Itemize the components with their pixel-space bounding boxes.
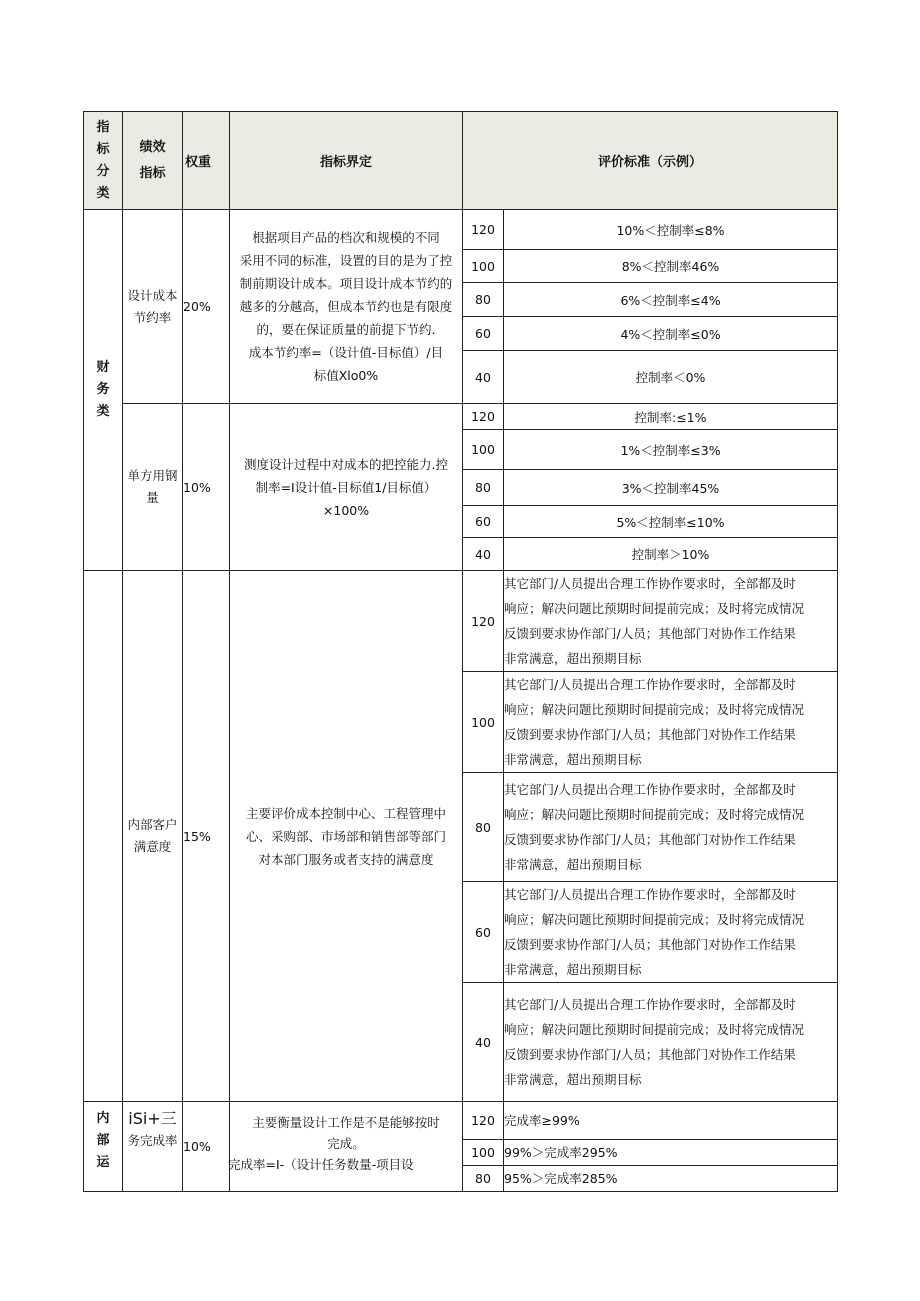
kpi-table <box>83 111 838 1192</box>
criteria-cell: 8%＜控制率46% <box>504 250 838 283</box>
header-criteria: 评价标准（示例） <box>463 112 838 210</box>
kpi-name: 设计成本节约率 <box>123 210 183 404</box>
kpi-weight: 15% <box>183 571 230 1102</box>
header-definition: 指标界定 <box>230 112 463 210</box>
kpi-definition: 根据项目产品的档次和规模的不同 采用不同的标准，设置的目的是为了控 制前期设计成本。项目设计成本节约的 越多的分越高，但成本节约也是有限度 的，要在保证质量的前提下节约. 成本节约率=（设计值-目标值）/目 标值Xlo0% <box>230 210 463 404</box>
score-cell: 60 <box>463 506 504 538</box>
kpi-definition: 主要评价成本控制中心、工程管理中 心、采购部、市场部和销售部等部门 对本部门服务或者支持的满意度 <box>230 571 463 1102</box>
score-cell: 120 <box>463 571 504 672</box>
table-row <box>84 1102 838 1140</box>
score-cell: 40 <box>463 538 504 571</box>
score-cell: 40 <box>463 351 504 404</box>
criteria-cell: 3%＜控制率45% <box>504 470 838 506</box>
kpi-definition: 测度设计过程中对成本的把控能力.控 制率=I设计值-目标值1/目标值） ×100% <box>230 404 463 571</box>
kpi-name: 内部客户满意度 <box>123 571 183 1102</box>
criteria-cell: 完成率≥99% <box>504 1102 838 1140</box>
criteria-cell: 6%＜控制率≤4% <box>504 283 838 317</box>
score-cell: 100 <box>463 430 504 470</box>
score-cell: 80 <box>463 283 504 317</box>
score-cell: 120 <box>463 404 504 430</box>
score-cell: 120 <box>463 1102 504 1140</box>
criteria-cell: 其它部门/人员提出合理工作协作要求时，全部都及时 响应；解决问题比预期时间提前完成；及时将完成情况 反馈到要求协作部门/人员；其他部门对协作工作结果 非常满意，超出预期目标 <box>504 882 838 983</box>
criteria-cell: 控制率:≤1% <box>504 404 838 430</box>
score-cell: 80 <box>463 773 504 882</box>
category-cell <box>84 571 123 1102</box>
criteria-cell: 4%＜控制率≤0% <box>504 317 838 351</box>
criteria-cell: 其它部门/人员提出合理工作协作要求时，全部都及时 响应；解决问题比预期时间提前完成；及时将完成情况 反馈到要求协作部门/人员；其他部门对协作工作结果 非常满意，超出预期目标 <box>504 672 838 773</box>
score-cell: 80 <box>463 470 504 506</box>
score-cell: 60 <box>463 882 504 983</box>
score-cell: 100 <box>463 672 504 773</box>
criteria-cell: 5%＜控制率≤10% <box>504 506 838 538</box>
criteria-cell: 其它部门/人员提出合理工作协作要求时，全部都及时 响应；解决问题比预期时间提前完成；及时将完成情况 反馈到要求协作部门/人员；其他部门对协作工作结果 非常满意，超出预期目标 <box>504 571 838 672</box>
kpi-definition: 主要衡量设计工作是不是能够按时 完成。 完成率=I-（设计任务数量-项目设 <box>230 1102 463 1192</box>
criteria-cell: 1%＜控制率≤3% <box>504 430 838 470</box>
criteria-cell: 其它部门/人员提出合理工作协作要求时，全部都及时 响应；解决问题比预期时间提前完成；及时将完成情况 反馈到要求协作部门/人员；其他部门对协作工作结果 非常满意，超出预期目标 <box>504 773 838 882</box>
header-kpi: 绩效指标 <box>123 112 183 210</box>
score-cell: 40 <box>463 983 504 1102</box>
score-cell: 100 <box>463 1140 504 1166</box>
header-weight: 权重 <box>183 112 230 210</box>
criteria-cell: 控制率＞10% <box>504 538 838 571</box>
header-row <box>84 112 838 210</box>
table-row <box>84 404 838 430</box>
category-cell: 内部运 <box>84 1102 123 1192</box>
criteria-cell: 控制率＜0% <box>504 351 838 404</box>
table-row <box>84 210 838 250</box>
score-cell: 60 <box>463 317 504 351</box>
criteria-cell: 95%＞完成率285% <box>504 1166 838 1192</box>
table-row <box>84 571 838 672</box>
criteria-cell: 99%＞完成率295% <box>504 1140 838 1166</box>
score-cell: 120 <box>463 210 504 250</box>
criteria-cell: 其它部门/人员提出合理工作协作要求时，全部都及时 响应；解决问题比预期时间提前完成；及时将完成情况 反馈到要求协作部门/人员；其他部门对协作工作结果 非常满意，超出预期目标 <box>504 983 838 1102</box>
kpi-name: 单方用钢量 <box>123 404 183 571</box>
category-cell: 财务类 <box>84 210 123 571</box>
kpi-weight: 20% <box>183 210 230 404</box>
score-cell: 100 <box>463 250 504 283</box>
kpi-weight: 10% <box>183 1102 230 1192</box>
kpi-name: iSi+三 务完成率 <box>123 1102 183 1192</box>
header-category: 指标分类 <box>84 112 123 210</box>
kpi-weight: 10% <box>183 404 230 571</box>
criteria-cell: 10%＜控制率≤8% <box>504 210 838 250</box>
score-cell: 80 <box>463 1166 504 1192</box>
